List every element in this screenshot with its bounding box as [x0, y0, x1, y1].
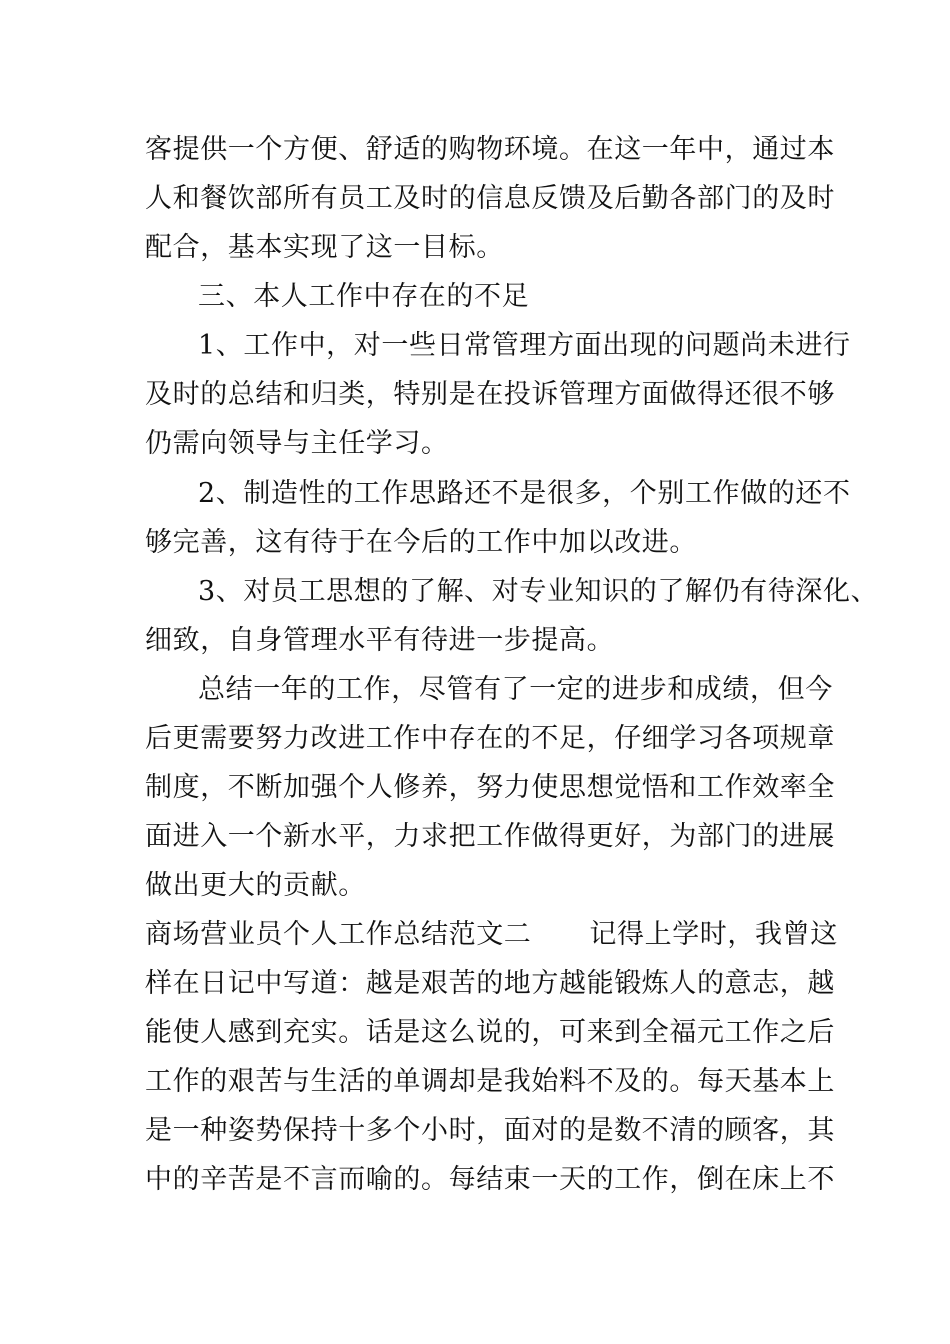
section-title: 商场营业员个人工作总结范文二 [145, 919, 532, 950]
paragraph-line: 1、工作中，对一些日常管理方面出现的问题尚未进行 [198, 330, 851, 361]
paragraph-line: 制度，不断加强个人修养，努力使思想觉悟和工作效率全 [145, 772, 835, 803]
paragraph-line: 客提供一个方便、舒适的购物环境。在这一年中，通过本 [145, 134, 835, 165]
paragraph-line: 及时的总结和归类，特别是在投诉管理方面做得还很不够 [145, 379, 835, 410]
paragraph-line: 中的辛苦是不言而喻的。每结束一天的工作，倒在床上不 [145, 1164, 835, 1195]
paragraph-line: 工作的艰苦与生活的单调却是我始料不及的。每天基本上 [145, 1066, 835, 1097]
paragraph-line: 2、制造性的工作思路还不是很多，个别工作做的还不 [198, 478, 851, 509]
paragraph-line: 仍需向领导与主任学习。 [145, 428, 449, 459]
paragraph-line: 样在日记中写道：越是艰苦的地方越能锻炼人的意志，越 [145, 968, 835, 999]
paragraph-line: 配合，基本实现了这一目标。 [145, 232, 504, 263]
section-heading: 三、本人工作中存在的不足 [198, 281, 530, 312]
paragraph-line: 人和餐饮部所有员工及时的信息反馈及后勤各部门的及时 [145, 183, 835, 214]
paragraph-line: 后更需要努力改进工作中存在的不足，仔细学习各项规章 [145, 723, 835, 754]
paragraph-line: 能使人感到充实。话是这么说的，可来到全福元工作之后 [145, 1017, 835, 1048]
paragraph-line: 够完善，这有待于在今后的工作中加以改进。 [145, 527, 697, 558]
paragraph-line: 3、对员工思想的了解、对专业知识的了解仍有待深化、 [198, 576, 879, 607]
paragraph-line: 细致，自身管理水平有待进一步提高。 [145, 625, 615, 656]
paragraph-line: 面进入一个新水平，力求把工作做得更好，为部门的进展 [145, 821, 835, 852]
section-first-line: 记得上学时，我曾这 [589, 919, 838, 950]
paragraph-line: 总结一年的工作，尽管有了一定的进步和成绩，但今 [198, 674, 833, 705]
section-title-line [145, 913, 838, 957]
paragraph-line: 做出更大的贡献。 [145, 870, 366, 901]
paragraph-line: 是一种姿势保持十多个小时，面对的是数不清的顾客，其 [145, 1115, 835, 1146]
